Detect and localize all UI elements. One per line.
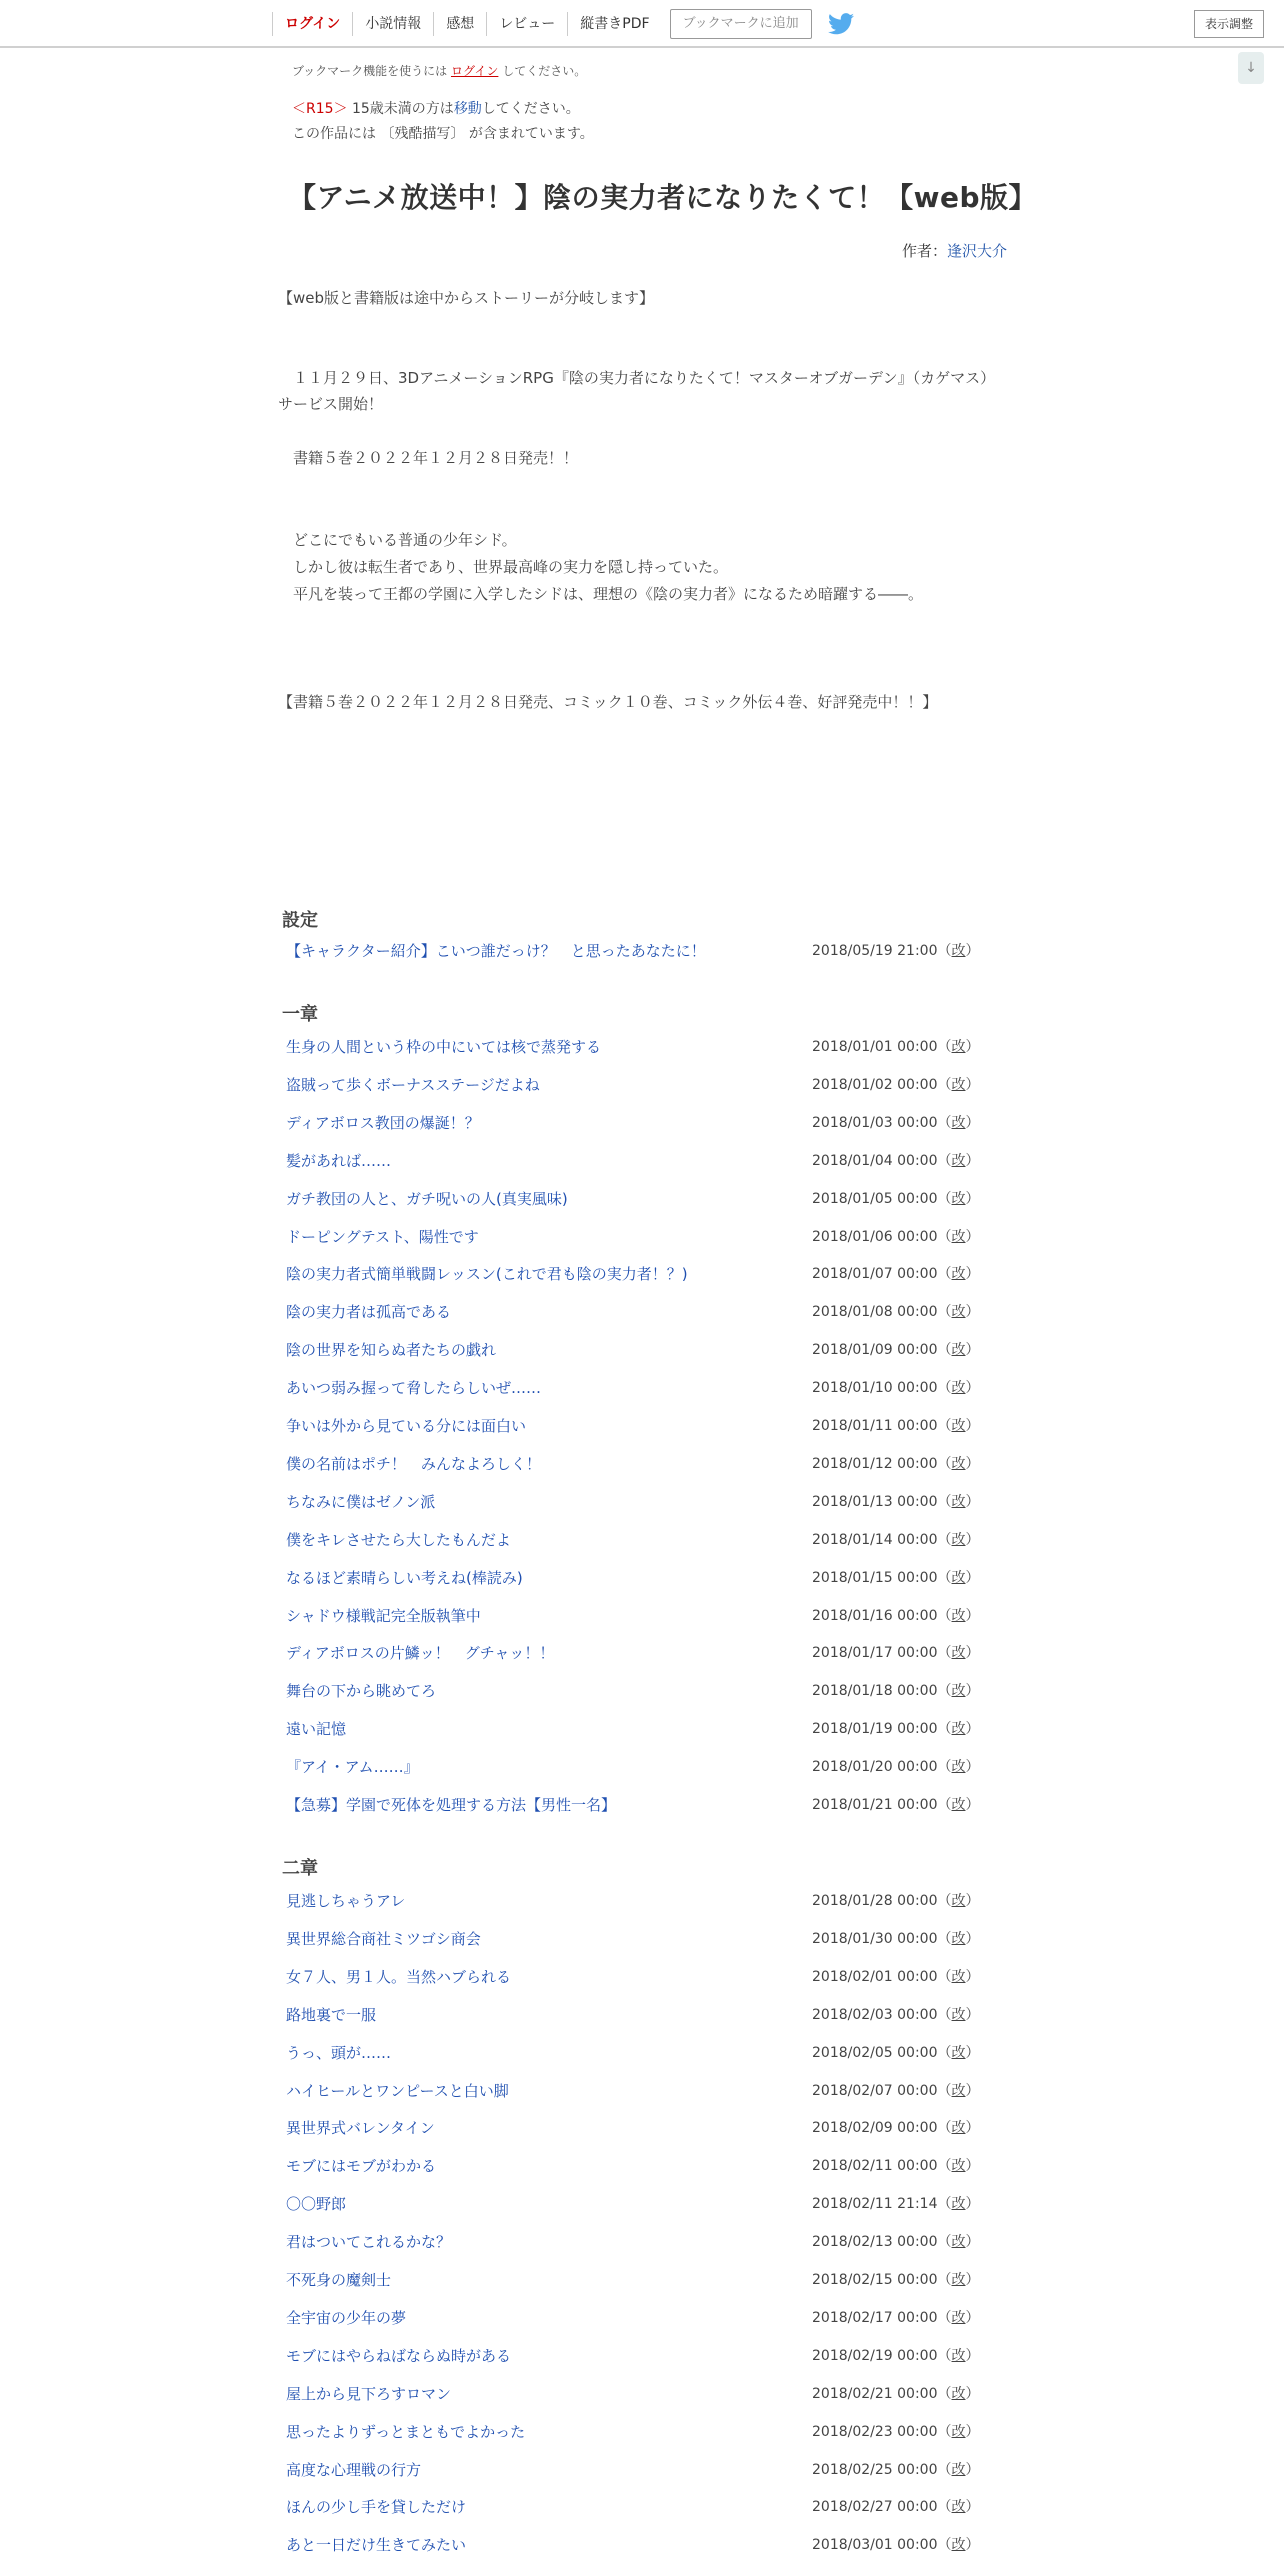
episode-date bbox=[812, 2496, 980, 2516]
episode-row bbox=[286, 1301, 1006, 1325]
episode-link[interactable]: 盗賊って歩くボーナスステージだよね bbox=[286, 1075, 540, 1094]
episode-date-text: 2018/02/11 21:14（ bbox=[812, 2196, 952, 2213]
notice-text-after: してください。 bbox=[498, 64, 587, 78]
section-title: 設定 bbox=[282, 910, 318, 931]
episode-row bbox=[286, 2231, 1006, 2255]
episode-link[interactable]: ちなみに僕はゼノン派 bbox=[286, 1492, 436, 1511]
episode-row bbox=[286, 1415, 1006, 1439]
notice-text: ブックマーク機能を使うには bbox=[292, 64, 451, 78]
episode-date-text: 2018/02/15 00:00（ bbox=[812, 2272, 952, 2288]
episode-link[interactable]: 【キャラクター紹介】こいつ誰だっけ？ と思ったあなたに！ bbox=[286, 942, 706, 960]
date-close-paren: ） bbox=[965, 1266, 980, 1283]
nav-vertical-pdf[interactable]: 縦書きPDF bbox=[567, 12, 661, 36]
date-close-paren: ） bbox=[965, 2234, 980, 2251]
display-settings-button[interactable]: 表示調整 bbox=[1194, 10, 1264, 38]
episode-date bbox=[812, 2307, 980, 2327]
revision-mark: 改 bbox=[951, 2309, 966, 2326]
synopsis-line: 【書籍５巻２０２２年１２月２８日発売、コミック１０巻、コミック外伝４巻、好評発売中！！】 bbox=[278, 693, 938, 711]
episode-row bbox=[286, 1150, 1006, 1174]
episode-date-text: 2018/01/09 00:00（ bbox=[812, 1342, 952, 1359]
revision-mark: 改 bbox=[951, 2272, 966, 2288]
episode-link[interactable]: モブにはやらねばならぬ時がある bbox=[286, 2346, 512, 2365]
author-link[interactable]: 逢沢大介 bbox=[947, 242, 1008, 260]
date-close-paren: ） bbox=[965, 1569, 980, 1586]
episode-date bbox=[812, 1036, 980, 1056]
revision-mark: 改 bbox=[951, 2499, 966, 2516]
bookmark-add-button[interactable]: ブックマークに追加 bbox=[670, 9, 812, 39]
episode-row bbox=[286, 1605, 1006, 1629]
synopsis-line: １１月２９日、3DアニメーションRPG『陰の実力者になりたくて！マスターオブガーデン』（カゲマス） bbox=[278, 369, 996, 387]
episode-date bbox=[812, 1756, 980, 1776]
episode-date-text: 2018/01/04 00:00（ bbox=[812, 1152, 952, 1169]
episode-date-text: 2018/01/02 00:00（ bbox=[812, 1076, 952, 1093]
episode-date bbox=[812, 2459, 980, 2479]
episode-link[interactable]: 髪があれば…… bbox=[286, 1151, 392, 1170]
episode-row bbox=[286, 1718, 1006, 1742]
date-close-paren: ） bbox=[965, 1076, 980, 1093]
nav-impressions[interactable]: 感想 bbox=[433, 12, 486, 36]
revision-mark: 改 bbox=[951, 1569, 966, 1586]
synopsis-line: どこにでもいる普通の少年シド。 bbox=[278, 531, 517, 549]
episode-row bbox=[286, 2496, 1006, 2520]
nav-login[interactable]: ログイン bbox=[272, 12, 352, 36]
episode-date-text: 2018/01/30 00:00（ bbox=[812, 1930, 952, 1947]
revision-mark: 改 bbox=[951, 2537, 966, 2554]
episode-date bbox=[812, 1453, 980, 1473]
revision-mark: 改 bbox=[951, 1455, 966, 1472]
episode-date-text: 2018/01/06 00:00（ bbox=[812, 1228, 952, 1245]
episode-date-text: 2018/02/25 00:00（ bbox=[812, 2461, 952, 2478]
episode-date-text: 2018/01/12 00:00（ bbox=[812, 1455, 952, 1472]
episode-row bbox=[286, 2004, 1006, 2028]
episode-date bbox=[812, 2004, 980, 2024]
episode-row bbox=[286, 940, 1006, 964]
episode-date-text: 2018/02/19 00:00（ bbox=[812, 2347, 952, 2364]
episode-date-text: 2018/01/15 00:00（ bbox=[812, 1569, 952, 1586]
episode-row bbox=[286, 1529, 1006, 1553]
episode-link[interactable]: 路地裏で一服 bbox=[286, 2005, 377, 2024]
episode-date-text: 2018/02/07 00:00（ bbox=[812, 2082, 952, 2099]
episode-date bbox=[812, 940, 980, 960]
episode-row bbox=[286, 1453, 1006, 1477]
nav-novel-info[interactable]: 小説情報 bbox=[352, 12, 433, 36]
revision-mark: 改 bbox=[951, 1152, 966, 1169]
date-close-paren: ） bbox=[965, 2499, 980, 2516]
episode-date bbox=[812, 1966, 980, 1986]
episode-row bbox=[286, 2383, 1006, 2407]
episode-date bbox=[812, 2231, 980, 2251]
revision-mark: 改 bbox=[951, 2423, 966, 2440]
author-label: 作者： bbox=[902, 242, 948, 260]
revision-mark: 改 bbox=[951, 2347, 966, 2364]
episode-date bbox=[812, 1890, 980, 1910]
synopsis-line: 書籍５巻２０２２年１２月２８日発売！！ bbox=[278, 449, 579, 467]
rating-text: 15歳未満の方は bbox=[347, 101, 454, 117]
synopsis-line: サービス開始！ bbox=[278, 395, 384, 413]
episode-link[interactable]: 陰の実力者は孤高である bbox=[286, 1303, 452, 1322]
episode-date bbox=[812, 1567, 980, 1587]
rating-text-after: してください。 bbox=[481, 101, 580, 117]
episode-date bbox=[812, 1605, 980, 1625]
episode-row bbox=[286, 2307, 1006, 2331]
content-warning: この作品には 〔残酷描写〕 が含まれています。 bbox=[292, 126, 594, 142]
synopsis-line: 平凡を装って王都の学園に入学したシドは、理想の《陰の実力者》になるため暗躍する――。 bbox=[278, 585, 924, 603]
notice-login-link[interactable]: ログイン bbox=[450, 64, 499, 78]
revision-mark: 改 bbox=[951, 2044, 966, 2061]
episode-date-text: 2018/02/23 00:00（ bbox=[812, 2423, 952, 2440]
date-close-paren: ） bbox=[965, 2461, 980, 2478]
date-close-paren: ） bbox=[965, 2196, 980, 2213]
episode-row bbox=[286, 2155, 1006, 2179]
date-close-paren: ） bbox=[965, 1304, 980, 1321]
episode-link[interactable]: ほんの少し手を貸しただけ bbox=[286, 2498, 467, 2517]
episode-date bbox=[812, 1377, 980, 1397]
episode-row bbox=[286, 1226, 1006, 1250]
date-close-paren: ） bbox=[965, 2006, 980, 2023]
move-link[interactable]: 移動 bbox=[453, 101, 482, 117]
revision-mark: 改 bbox=[951, 1266, 966, 1283]
episode-link[interactable]: 高度な心理戦の行方 bbox=[286, 2460, 422, 2479]
episode-row bbox=[286, 1794, 1006, 1818]
episode-row bbox=[286, 2459, 1006, 2483]
revision-mark: 改 bbox=[951, 1759, 966, 1776]
episode-link[interactable]: うっ、頭が…… bbox=[286, 2043, 392, 2062]
episode-link[interactable]: 遠い記憶 bbox=[286, 1720, 347, 1739]
revision-mark: 改 bbox=[951, 1893, 966, 1909]
revision-mark: 改 bbox=[951, 2006, 966, 2023]
episode-link[interactable]: ハイヒールとワンピースと白い脚 bbox=[286, 2081, 509, 2100]
episode-link[interactable]: 見逃しちゃうアレ bbox=[286, 1892, 406, 1910]
nav-review[interactable]: レビュー bbox=[486, 12, 567, 36]
episode-row bbox=[286, 1112, 1006, 1136]
episode-date-text: 2018/02/21 00:00（ bbox=[812, 2385, 952, 2402]
episode-date bbox=[812, 1339, 980, 1359]
episode-date-text: 2018/05/19 21:00（ bbox=[812, 943, 952, 959]
episode-date-text: 2018/02/09 00:00（ bbox=[812, 2120, 952, 2137]
date-close-paren: ） bbox=[965, 1721, 980, 1738]
date-close-paren: ） bbox=[965, 1531, 980, 1548]
episode-row bbox=[286, 1680, 1006, 1704]
episode-link[interactable]: 君はついてこれるかな？ bbox=[286, 2233, 452, 2252]
episode-row bbox=[286, 2193, 1006, 2217]
episode-date bbox=[812, 1529, 980, 1549]
episode-date bbox=[812, 1112, 980, 1132]
revision-mark: 改 bbox=[951, 2385, 966, 2402]
episode-link[interactable]: 『アイ・アム……』 bbox=[286, 1758, 419, 1777]
section-title: 一章 bbox=[282, 1004, 318, 1025]
episode-row bbox=[286, 1339, 1006, 1363]
date-close-paren: ） bbox=[965, 1342, 980, 1359]
date-close-paren: ） bbox=[965, 2537, 980, 2554]
date-close-paren: ） bbox=[965, 1683, 980, 1700]
episode-date bbox=[812, 2383, 980, 2403]
episode-date-text: 2018/01/03 00:00（ bbox=[812, 1114, 952, 1131]
episode-date bbox=[812, 2269, 980, 2289]
episode-date-text: 2018/01/10 00:00（ bbox=[812, 1380, 952, 1397]
episode-date-text: 2018/01/14 00:00（ bbox=[812, 1531, 952, 1548]
episode-date bbox=[812, 2193, 980, 2213]
episode-date-text: 2018/01/20 00:00（ bbox=[812, 1759, 952, 1776]
date-close-paren: ） bbox=[965, 1380, 980, 1397]
episode-date-text: 2018/02/01 00:00（ bbox=[812, 1968, 952, 1985]
episode-date-text: 2018/01/21 00:00（ bbox=[812, 1797, 952, 1813]
rating-notice bbox=[292, 98, 580, 118]
revision-mark: 改 bbox=[951, 2461, 966, 2478]
date-close-paren: ） bbox=[965, 2423, 980, 2440]
date-close-paren: ） bbox=[965, 1228, 980, 1245]
date-close-paren: ） bbox=[965, 1968, 980, 1985]
episode-row bbox=[286, 2269, 1006, 2293]
episode-row bbox=[286, 2345, 1006, 2369]
revision-mark: 改 bbox=[951, 1228, 966, 1245]
episode-link[interactable]: あと一日だけ生きてみたい bbox=[286, 2536, 467, 2555]
episode-link[interactable]: 女７人、男１人。当然ハブられる bbox=[286, 1967, 512, 1986]
episode-date bbox=[812, 1491, 980, 1511]
episode-date-text: 2018/01/13 00:00（ bbox=[812, 1493, 952, 1510]
date-close-paren: ） bbox=[965, 1893, 980, 1909]
revision-mark: 改 bbox=[951, 1531, 966, 1548]
date-close-paren: ） bbox=[965, 1493, 980, 1510]
revision-mark: 改 bbox=[951, 2158, 966, 2175]
revision-mark: 改 bbox=[951, 1380, 966, 1397]
date-close-paren: ） bbox=[965, 1152, 980, 1169]
episode-link[interactable]: 〇〇野郎 bbox=[286, 2195, 347, 2214]
episode-row bbox=[286, 1642, 1006, 1666]
bookmark-notice bbox=[292, 62, 586, 79]
episode-link[interactable]: 【急募】学園で死体を処理する方法【男性一名】 bbox=[286, 1796, 617, 1814]
revision-mark: 改 bbox=[951, 1493, 966, 1510]
date-close-paren: ） bbox=[965, 1039, 980, 1055]
date-close-paren: ） bbox=[965, 1645, 980, 1662]
episode-date-text: 2018/01/07 00:00（ bbox=[812, 1266, 952, 1283]
scroll-down-icon[interactable]: ↓ bbox=[1238, 52, 1264, 84]
episode-date bbox=[812, 2117, 980, 2137]
episode-row bbox=[286, 1377, 1006, 1401]
episode-link[interactable]: ディアボロスの片鱗ッ！ グチャッ！！ bbox=[286, 1644, 555, 1663]
episode-link[interactable]: 生身の人間という枠の中にいては核で蒸発する bbox=[286, 1038, 602, 1056]
revision-mark: 改 bbox=[951, 1683, 966, 1700]
r15-tag: ＜R15＞ bbox=[292, 101, 348, 117]
episode-date-text: 2018/02/13 00:00（ bbox=[812, 2234, 952, 2251]
revision-mark: 改 bbox=[951, 1342, 966, 1359]
episode-link[interactable]: 陰の世界を知らぬ者たちの戯れ bbox=[286, 1341, 497, 1360]
episode-link[interactable]: ドーピングテスト、陽性です bbox=[286, 1227, 479, 1246]
episode-date-text: 2018/02/11 00:00（ bbox=[812, 2158, 952, 2175]
date-close-paren: ） bbox=[965, 943, 980, 959]
section-title: 二章 bbox=[282, 1858, 318, 1879]
episode-link[interactable]: 全宇宙の少年の夢 bbox=[286, 2308, 407, 2327]
episode-row bbox=[286, 2534, 1006, 2558]
episode-row bbox=[286, 2042, 1006, 2066]
date-close-paren: ） bbox=[965, 1607, 980, 1624]
episode-date bbox=[812, 2345, 980, 2365]
episode-link[interactable]: 争いは外から見ている分には面白い bbox=[286, 1417, 527, 1435]
episode-date bbox=[812, 1226, 980, 1246]
revision-mark: 改 bbox=[951, 2120, 966, 2137]
date-close-paren: ） bbox=[965, 2158, 980, 2175]
episode-row bbox=[286, 1188, 1006, 1212]
episode-date bbox=[812, 1188, 980, 1208]
episode-date-text: 2018/01/28 00:00（ bbox=[812, 1893, 952, 1909]
revision-mark: 改 bbox=[951, 1304, 966, 1321]
episode-link[interactable]: シャドウ様戦記完全版執筆中 bbox=[286, 1606, 481, 1625]
revision-mark: 改 bbox=[951, 1930, 966, 1947]
date-close-paren: ） bbox=[965, 2385, 980, 2402]
twitter-icon[interactable] bbox=[828, 13, 854, 35]
synopsis-line: 【web版と書籍版は途中からストーリーが分岐します】 bbox=[278, 289, 655, 307]
episode-link[interactable]: 思ったよりずっとまともでよかった bbox=[286, 2422, 526, 2441]
date-close-paren: ） bbox=[965, 2309, 980, 2326]
episode-date-text: 2018/02/27 00:00（ bbox=[812, 2499, 952, 2516]
episode-date bbox=[812, 1301, 980, 1321]
synopsis-line: しかし彼は転生者であり、世界最高峰の実力を隠し持っていた。 bbox=[278, 558, 729, 576]
date-close-paren: ） bbox=[965, 2082, 980, 2099]
date-close-paren: ） bbox=[965, 2120, 980, 2137]
episode-row bbox=[286, 1491, 1006, 1515]
date-close-paren: ） bbox=[965, 1759, 980, 1776]
episode-date-text: 2018/03/01 00:00（ bbox=[812, 2537, 952, 2554]
date-close-paren: ） bbox=[965, 1190, 980, 1207]
episode-date-text: 2018/01/16 00:00（ bbox=[812, 1607, 952, 1624]
episode-link[interactable]: 異世界式バレンタイン bbox=[286, 2119, 435, 2138]
episode-date bbox=[812, 1415, 980, 1435]
date-close-paren: ） bbox=[965, 2044, 980, 2061]
date-close-paren: ） bbox=[965, 1455, 980, 1472]
revision-mark: 改 bbox=[951, 2234, 966, 2251]
episode-date-text: 2018/01/01 00:00（ bbox=[812, 1039, 952, 1055]
episode-row bbox=[286, 1263, 1006, 1287]
episode-row bbox=[286, 2421, 1006, 2445]
episode-date bbox=[812, 2155, 980, 2175]
episode-row bbox=[286, 1567, 1006, 1591]
episode-date bbox=[812, 1642, 980, 1662]
revision-mark: 改 bbox=[951, 1190, 966, 1207]
revision-mark: 改 bbox=[951, 1114, 966, 1131]
episode-date bbox=[812, 1263, 980, 1283]
episode-date bbox=[812, 1150, 980, 1170]
episode-date bbox=[812, 2421, 980, 2441]
episode-date-text: 2018/01/18 00:00（ bbox=[812, 1683, 952, 1700]
episode-link[interactable]: 不死身の魔剣士 bbox=[286, 2271, 392, 2289]
episode-date bbox=[812, 1928, 980, 1948]
episode-row bbox=[286, 1756, 1006, 1780]
episode-date-text: 2018/01/17 00:00（ bbox=[812, 1645, 952, 1662]
top-bar bbox=[0, 0, 1284, 48]
episode-date bbox=[812, 1074, 980, 1094]
episode-link[interactable]: 屋上から見下ろすロマン bbox=[286, 2384, 452, 2403]
episode-date-text: 2018/01/19 00:00（ bbox=[812, 1721, 952, 1738]
date-close-paren: ） bbox=[965, 1797, 980, 1813]
date-close-paren: ） bbox=[965, 1114, 980, 1131]
revision-mark: 改 bbox=[951, 1418, 966, 1434]
episode-row bbox=[286, 2080, 1006, 2104]
episode-date-text: 2018/01/08 00:00（ bbox=[812, 1304, 952, 1321]
novel-title: 【アニメ放送中！】陰の実力者になりたくて！【web版】 bbox=[288, 181, 1038, 214]
episode-date bbox=[812, 2080, 980, 2100]
episode-link[interactable]: あいつ弱み握って脅したらしいぜ…… bbox=[286, 1379, 542, 1398]
episode-date-text: 2018/01/05 00:00（ bbox=[812, 1190, 952, 1207]
episode-link[interactable]: 異世界総合商社ミツゴシ商会 bbox=[286, 1929, 481, 1948]
top-nav bbox=[272, 8, 854, 40]
revision-mark: 改 bbox=[951, 1607, 966, 1624]
episode-date bbox=[812, 1680, 980, 1700]
episode-date bbox=[812, 2042, 980, 2062]
episode-link[interactable]: ガチ教団の人と、ガチ呪いの人(真実風味) bbox=[286, 1189, 568, 1208]
episode-link[interactable]: 舞台の下から眺めてろ bbox=[286, 1682, 437, 1701]
episode-link[interactable]: モブにはモブがわかる bbox=[286, 2157, 437, 2176]
episode-row bbox=[286, 1036, 1006, 1060]
revision-mark: 改 bbox=[951, 1797, 966, 1813]
revision-mark: 改 bbox=[951, 943, 966, 959]
episode-date-text: 2018/02/17 00:00（ bbox=[812, 2309, 952, 2326]
episode-date-text: 2018/02/05 00:00（ bbox=[812, 2044, 952, 2061]
episode-date bbox=[812, 2534, 980, 2554]
episode-date bbox=[812, 1794, 980, 1814]
episode-row bbox=[286, 1890, 1006, 1914]
episode-link[interactable]: 僕をキレさせたら大したもんだよ bbox=[286, 1530, 511, 1549]
revision-mark: 改 bbox=[951, 1076, 966, 1093]
revision-mark: 改 bbox=[951, 2196, 966, 2213]
episode-link[interactable]: ディアボロス教団の爆誕！？ bbox=[286, 1113, 480, 1132]
date-close-paren: ） bbox=[965, 1418, 980, 1434]
revision-mark: 改 bbox=[951, 1645, 966, 1662]
episode-link[interactable]: 陰の実力者式簡単戦闘レッスン(これで君も陰の実力者！？) bbox=[286, 1265, 688, 1284]
episode-link[interactable]: 僕の名前はポチ！ みんなよろしく！ bbox=[286, 1454, 542, 1473]
revision-mark: 改 bbox=[951, 2082, 966, 2099]
episode-date-text: 2018/01/11 00:00（ bbox=[812, 1418, 952, 1434]
episode-row bbox=[286, 1966, 1006, 1990]
date-close-paren: ） bbox=[965, 2347, 980, 2364]
episode-date bbox=[812, 1718, 980, 1738]
episode-row bbox=[286, 2117, 1006, 2141]
revision-mark: 改 bbox=[951, 1968, 966, 1985]
revision-mark: 改 bbox=[951, 1039, 966, 1055]
episode-row bbox=[286, 1928, 1006, 1952]
date-close-paren: ） bbox=[965, 1930, 980, 1947]
episode-date-text: 2018/02/03 00:00（ bbox=[812, 2006, 952, 2023]
episode-row bbox=[286, 1074, 1006, 1098]
date-close-paren: ） bbox=[965, 2272, 980, 2288]
episode-link[interactable]: なるほど素晴らしい考えね(棒読み) bbox=[286, 1568, 523, 1587]
revision-mark: 改 bbox=[951, 1721, 966, 1738]
author-line bbox=[902, 240, 1007, 261]
